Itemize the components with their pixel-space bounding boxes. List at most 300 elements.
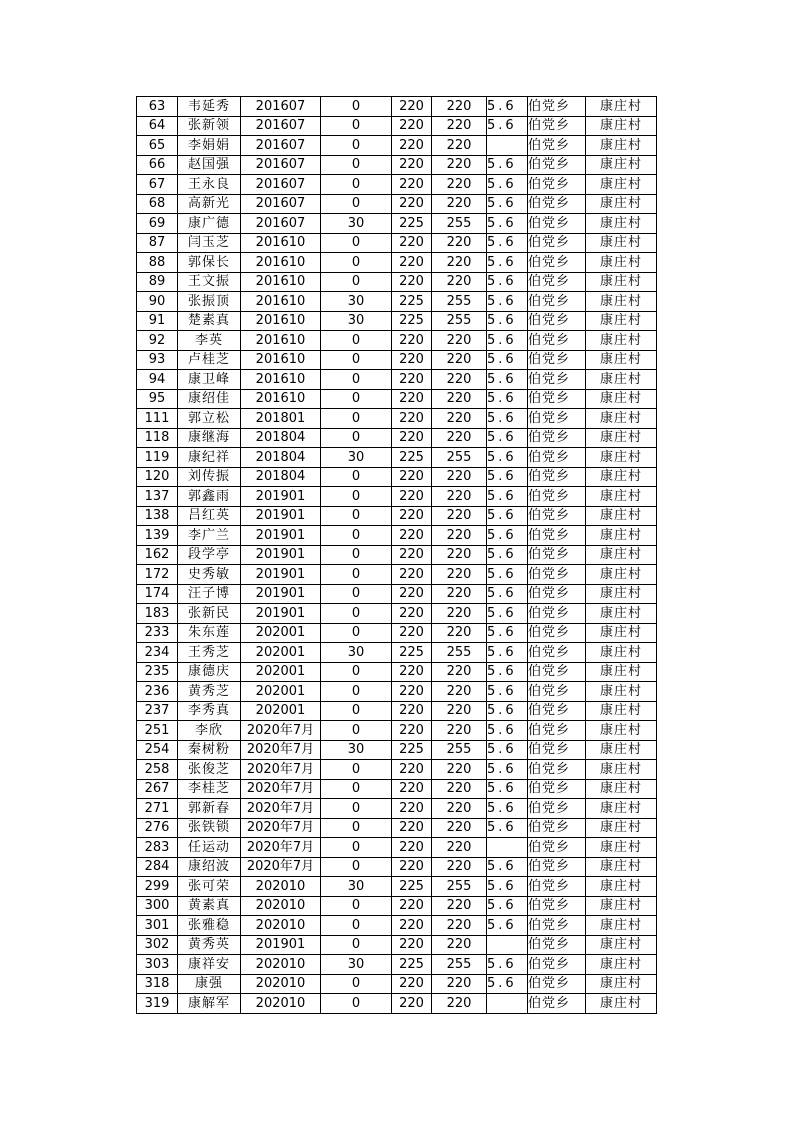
village-cell: 康庄村 (586, 584, 657, 604)
amount-total-cell: 220 (432, 545, 487, 565)
village-cell: 康庄村 (586, 760, 657, 780)
date-cell: 201610 (241, 253, 321, 273)
amount-total-cell: 220 (432, 604, 487, 624)
record-number-cell: 94 (137, 370, 178, 390)
village-cell: 康庄村 (586, 935, 657, 955)
amount-b-cell: 220 (392, 350, 432, 370)
record-number-cell: 276 (137, 818, 178, 838)
record-number-cell: 174 (137, 584, 178, 604)
date-cell: 201607 (241, 136, 321, 156)
amount-b-cell: 220 (392, 623, 432, 643)
amount-total-cell: 220 (432, 428, 487, 448)
amount-a-cell: 0 (321, 760, 392, 780)
amount-a-cell: 30 (321, 292, 392, 312)
rate-cell: 5.6 (487, 974, 528, 994)
village-cell: 康庄村 (586, 779, 657, 799)
amount-b-cell: 220 (392, 545, 432, 565)
rate-cell: 5.6 (487, 214, 528, 234)
name-cell: 张铁锁 (178, 818, 241, 838)
amount-a-cell: 0 (321, 526, 392, 546)
record-number-cell: 87 (137, 233, 178, 253)
amount-b-cell: 220 (392, 370, 432, 390)
township-cell: 伯党乡 (528, 721, 586, 741)
village-cell: 康庄村 (586, 467, 657, 487)
name-cell: 郭立松 (178, 409, 241, 429)
amount-a-cell: 0 (321, 155, 392, 175)
amount-b-cell: 220 (392, 389, 432, 409)
rate-cell: 5.6 (487, 721, 528, 741)
amount-total-cell: 220 (432, 662, 487, 682)
table-row (137, 526, 657, 546)
amount-a-cell: 0 (321, 779, 392, 799)
record-number-cell: 162 (137, 545, 178, 565)
record-number-cell: 111 (137, 409, 178, 429)
amount-total-cell: 220 (432, 799, 487, 819)
amount-b-cell: 220 (392, 974, 432, 994)
village-cell: 康庄村 (586, 974, 657, 994)
table-row (137, 350, 657, 370)
township-cell: 伯党乡 (528, 506, 586, 526)
township-cell: 伯党乡 (528, 116, 586, 136)
amount-a-cell: 0 (321, 136, 392, 156)
rate-cell: 5.6 (487, 389, 528, 409)
township-cell: 伯党乡 (528, 233, 586, 253)
township-cell: 伯党乡 (528, 818, 586, 838)
village-cell: 康庄村 (586, 331, 657, 351)
township-cell: 伯党乡 (528, 175, 586, 195)
village-cell: 康庄村 (586, 175, 657, 195)
table-row (137, 974, 657, 994)
rate-cell: 5.6 (487, 155, 528, 175)
amount-b-cell: 220 (392, 428, 432, 448)
table-row (137, 896, 657, 916)
amount-b-cell: 220 (392, 916, 432, 936)
name-cell: 康绍波 (178, 857, 241, 877)
date-cell: 202010 (241, 974, 321, 994)
rate-cell: 5.6 (487, 409, 528, 429)
beneficiary-table (136, 96, 657, 1014)
amount-a-cell: 30 (321, 877, 392, 897)
amount-total-cell: 220 (432, 487, 487, 507)
amount-total-cell: 220 (432, 623, 487, 643)
table-row (137, 565, 657, 585)
amount-a-cell: 0 (321, 370, 392, 390)
table-row (137, 818, 657, 838)
rate-cell: 5.6 (487, 175, 528, 195)
rate-cell: 5.6 (487, 779, 528, 799)
amount-b-cell: 220 (392, 662, 432, 682)
record-number-cell: 67 (137, 175, 178, 195)
amount-b-cell: 225 (392, 311, 432, 331)
village-cell: 康庄村 (586, 604, 657, 624)
amount-b-cell: 225 (392, 877, 432, 897)
village-cell: 康庄村 (586, 838, 657, 858)
record-number-cell: 284 (137, 857, 178, 877)
amount-b-cell: 220 (392, 682, 432, 702)
amount-a-cell: 0 (321, 662, 392, 682)
amount-b-cell: 220 (392, 818, 432, 838)
table-row (137, 272, 657, 292)
amount-a-cell: 30 (321, 448, 392, 468)
name-cell: 张俊芝 (178, 760, 241, 780)
village-cell: 康庄村 (586, 155, 657, 175)
amount-b-cell: 220 (392, 272, 432, 292)
record-number-cell: 172 (137, 565, 178, 585)
date-cell: 2020年7月 (241, 857, 321, 877)
rate-cell: 5.6 (487, 116, 528, 136)
rate-cell: 5.6 (487, 194, 528, 214)
township-cell: 伯党乡 (528, 331, 586, 351)
date-cell: 201607 (241, 116, 321, 136)
record-number-cell: 90 (137, 292, 178, 312)
amount-b-cell: 220 (392, 331, 432, 351)
amount-a-cell: 0 (321, 506, 392, 526)
name-cell: 康广德 (178, 214, 241, 234)
amount-b-cell: 220 (392, 175, 432, 195)
record-number-cell: 139 (137, 526, 178, 546)
amount-total-cell: 255 (432, 448, 487, 468)
amount-total-cell: 220 (432, 233, 487, 253)
record-number-cell: 267 (137, 779, 178, 799)
rate-cell: 5.6 (487, 428, 528, 448)
record-number-cell: 137 (137, 487, 178, 507)
name-cell: 康解军 (178, 994, 241, 1014)
table-row (137, 175, 657, 195)
village-cell: 康庄村 (586, 428, 657, 448)
amount-a-cell: 0 (321, 799, 392, 819)
amount-total-cell: 220 (432, 760, 487, 780)
table-row (137, 545, 657, 565)
amount-total-cell: 220 (432, 721, 487, 741)
amount-total-cell: 220 (432, 682, 487, 702)
village-cell: 康庄村 (586, 877, 657, 897)
name-cell: 张新民 (178, 604, 241, 624)
amount-a-cell: 0 (321, 467, 392, 487)
village-cell: 康庄村 (586, 799, 657, 819)
amount-total-cell: 220 (432, 916, 487, 936)
table-row (137, 331, 657, 351)
township-cell: 伯党乡 (528, 877, 586, 897)
amount-a-cell: 0 (321, 623, 392, 643)
table-row (137, 97, 657, 117)
township-cell: 伯党乡 (528, 428, 586, 448)
village-cell: 康庄村 (586, 526, 657, 546)
date-cell: 2020年7月 (241, 838, 321, 858)
village-cell: 康庄村 (586, 292, 657, 312)
table-row (137, 662, 657, 682)
amount-a-cell: 0 (321, 818, 392, 838)
township-cell: 伯党乡 (528, 935, 586, 955)
table-row (137, 311, 657, 331)
amount-b-cell: 220 (392, 896, 432, 916)
township-cell: 伯党乡 (528, 97, 586, 117)
amount-a-cell: 0 (321, 409, 392, 429)
table-row (137, 253, 657, 273)
amount-b-cell: 220 (392, 760, 432, 780)
amount-total-cell: 255 (432, 955, 487, 975)
township-cell: 伯党乡 (528, 136, 586, 156)
amount-a-cell: 0 (321, 331, 392, 351)
record-number-cell: 300 (137, 896, 178, 916)
record-number-cell: 65 (137, 136, 178, 156)
rate-cell: 5.6 (487, 916, 528, 936)
table-row (137, 721, 657, 741)
township-cell: 伯党乡 (528, 760, 586, 780)
village-cell: 康庄村 (586, 565, 657, 585)
name-cell: 段学亭 (178, 545, 241, 565)
village-cell: 康庄村 (586, 682, 657, 702)
name-cell: 康德庆 (178, 662, 241, 682)
amount-total-cell: 220 (432, 350, 487, 370)
amount-total-cell: 220 (432, 935, 487, 955)
date-cell: 201901 (241, 526, 321, 546)
rate-cell: 5.6 (487, 272, 528, 292)
village-cell: 康庄村 (586, 955, 657, 975)
rate-cell: 5.6 (487, 584, 528, 604)
record-number-cell: 271 (137, 799, 178, 819)
table-row (137, 389, 657, 409)
village-cell: 康庄村 (586, 623, 657, 643)
rate-cell: 5.6 (487, 740, 528, 760)
township-cell: 伯党乡 (528, 643, 586, 663)
amount-total-cell: 220 (432, 896, 487, 916)
date-cell: 201901 (241, 584, 321, 604)
table-row (137, 409, 657, 429)
table-row (137, 370, 657, 390)
rate-cell: 5.6 (487, 350, 528, 370)
amount-total-cell: 220 (432, 331, 487, 351)
record-number-cell: 92 (137, 331, 178, 351)
amount-b-cell: 225 (392, 643, 432, 663)
record-number-cell: 118 (137, 428, 178, 448)
name-cell: 康继海 (178, 428, 241, 448)
township-cell: 伯党乡 (528, 311, 586, 331)
amount-a-cell: 0 (321, 428, 392, 448)
date-cell: 201901 (241, 604, 321, 624)
date-cell: 202001 (241, 701, 321, 721)
amount-total-cell: 255 (432, 877, 487, 897)
name-cell: 郭保长 (178, 253, 241, 273)
table-row (137, 760, 657, 780)
village-cell: 康庄村 (586, 545, 657, 565)
amount-total-cell: 220 (432, 974, 487, 994)
amount-total-cell: 220 (432, 565, 487, 585)
rate-cell: 5.6 (487, 955, 528, 975)
table-row (137, 233, 657, 253)
date-cell: 201610 (241, 233, 321, 253)
date-cell: 2020年7月 (241, 779, 321, 799)
amount-total-cell: 220 (432, 272, 487, 292)
village-cell: 康庄村 (586, 97, 657, 117)
date-cell: 2020年7月 (241, 721, 321, 741)
date-cell: 201901 (241, 935, 321, 955)
amount-b-cell: 220 (392, 253, 432, 273)
amount-b-cell: 220 (392, 994, 432, 1014)
table-row (137, 155, 657, 175)
amount-total-cell: 220 (432, 136, 487, 156)
amount-a-cell: 30 (321, 740, 392, 760)
rate-cell: 5.6 (487, 253, 528, 273)
township-cell: 伯党乡 (528, 467, 586, 487)
amount-total-cell: 220 (432, 994, 487, 1014)
amount-b-cell: 220 (392, 194, 432, 214)
amount-total-cell: 220 (432, 389, 487, 409)
name-cell: 王永良 (178, 175, 241, 195)
rate-cell (487, 838, 528, 858)
village-cell: 康庄村 (586, 740, 657, 760)
township-cell: 伯党乡 (528, 994, 586, 1014)
record-number-cell: 254 (137, 740, 178, 760)
rate-cell: 5.6 (487, 97, 528, 117)
village-cell: 康庄村 (586, 916, 657, 936)
amount-a-cell: 30 (321, 955, 392, 975)
date-cell: 202010 (241, 896, 321, 916)
village-cell: 康庄村 (586, 272, 657, 292)
amount-total-cell: 220 (432, 779, 487, 799)
rate-cell: 5.6 (487, 877, 528, 897)
name-cell: 楚素真 (178, 311, 241, 331)
date-cell: 201901 (241, 506, 321, 526)
township-cell: 伯党乡 (528, 584, 586, 604)
date-cell: 2020年7月 (241, 818, 321, 838)
rate-cell: 5.6 (487, 487, 528, 507)
amount-b-cell: 220 (392, 701, 432, 721)
date-cell: 201607 (241, 194, 321, 214)
amount-b-cell: 220 (392, 604, 432, 624)
amount-a-cell: 0 (321, 487, 392, 507)
amount-a-cell: 0 (321, 116, 392, 136)
amount-a-cell: 0 (321, 604, 392, 624)
amount-total-cell: 220 (432, 155, 487, 175)
name-cell: 康卫峰 (178, 370, 241, 390)
table-row (137, 292, 657, 312)
table-row (137, 116, 657, 136)
village-cell: 康庄村 (586, 233, 657, 253)
amount-total-cell: 255 (432, 292, 487, 312)
township-cell: 伯党乡 (528, 662, 586, 682)
record-number-cell: 69 (137, 214, 178, 234)
amount-a-cell: 0 (321, 974, 392, 994)
table-row (137, 799, 657, 819)
record-number-cell: 283 (137, 838, 178, 858)
date-cell: 202010 (241, 916, 321, 936)
table-row (137, 955, 657, 975)
township-cell: 伯党乡 (528, 779, 586, 799)
table-row (137, 877, 657, 897)
table-row (137, 448, 657, 468)
township-cell: 伯党乡 (528, 740, 586, 760)
amount-a-cell: 0 (321, 253, 392, 273)
table-body (137, 97, 657, 1014)
amount-a-cell: 0 (321, 389, 392, 409)
village-cell: 康庄村 (586, 701, 657, 721)
township-cell: 伯党乡 (528, 896, 586, 916)
village-cell: 康庄村 (586, 389, 657, 409)
township-cell: 伯党乡 (528, 389, 586, 409)
date-cell: 202001 (241, 643, 321, 663)
amount-a-cell: 0 (321, 194, 392, 214)
table-row (137, 604, 657, 624)
township-cell: 伯党乡 (528, 487, 586, 507)
amount-b-cell: 220 (392, 155, 432, 175)
amount-b-cell: 220 (392, 487, 432, 507)
name-cell: 康强 (178, 974, 241, 994)
rate-cell: 5.6 (487, 643, 528, 663)
date-cell: 201610 (241, 292, 321, 312)
name-cell: 康纪祥 (178, 448, 241, 468)
village-cell: 康庄村 (586, 370, 657, 390)
rate-cell: 5.6 (487, 818, 528, 838)
name-cell: 秦树粉 (178, 740, 241, 760)
name-cell: 王秀芝 (178, 643, 241, 663)
amount-b-cell: 220 (392, 838, 432, 858)
date-cell: 201610 (241, 389, 321, 409)
date-cell: 202001 (241, 682, 321, 702)
village-cell: 康庄村 (586, 136, 657, 156)
village-cell: 康庄村 (586, 350, 657, 370)
date-cell: 201610 (241, 311, 321, 331)
name-cell: 李欣 (178, 721, 241, 741)
rate-cell: 5.6 (487, 311, 528, 331)
date-cell: 201610 (241, 272, 321, 292)
township-cell: 伯党乡 (528, 526, 586, 546)
township-cell: 伯党乡 (528, 857, 586, 877)
amount-b-cell: 225 (392, 214, 432, 234)
amount-a-cell: 0 (321, 584, 392, 604)
date-cell: 202010 (241, 994, 321, 1014)
name-cell: 闫玉芝 (178, 233, 241, 253)
date-cell: 2020年7月 (241, 740, 321, 760)
amount-a-cell: 0 (321, 838, 392, 858)
amount-b-cell: 220 (392, 467, 432, 487)
date-cell: 201804 (241, 467, 321, 487)
amount-total-cell: 220 (432, 97, 487, 117)
amount-a-cell: 0 (321, 272, 392, 292)
township-cell: 伯党乡 (528, 350, 586, 370)
record-number-cell: 299 (137, 877, 178, 897)
name-cell: 卢桂芝 (178, 350, 241, 370)
township-cell: 伯党乡 (528, 565, 586, 585)
record-number-cell: 235 (137, 662, 178, 682)
table-row (137, 487, 657, 507)
table-row (137, 467, 657, 487)
name-cell: 李广兰 (178, 526, 241, 546)
amount-a-cell: 30 (321, 643, 392, 663)
date-cell: 2020年7月 (241, 760, 321, 780)
amount-a-cell: 30 (321, 214, 392, 234)
township-cell: 伯党乡 (528, 682, 586, 702)
rate-cell: 5.6 (487, 526, 528, 546)
record-number-cell: 237 (137, 701, 178, 721)
amount-total-cell: 255 (432, 740, 487, 760)
date-cell: 201804 (241, 448, 321, 468)
table-row (137, 916, 657, 936)
name-cell: 张新领 (178, 116, 241, 136)
amount-b-cell: 225 (392, 740, 432, 760)
date-cell: 202010 (241, 955, 321, 975)
rate-cell: 5.6 (487, 331, 528, 351)
table-row (137, 506, 657, 526)
rate-cell: 5.6 (487, 467, 528, 487)
table-row (137, 623, 657, 643)
village-cell: 康庄村 (586, 643, 657, 663)
amount-b-cell: 225 (392, 955, 432, 975)
village-cell: 康庄村 (586, 857, 657, 877)
table-row (137, 428, 657, 448)
record-number-cell: 301 (137, 916, 178, 936)
record-number-cell: 64 (137, 116, 178, 136)
table-row (137, 136, 657, 156)
